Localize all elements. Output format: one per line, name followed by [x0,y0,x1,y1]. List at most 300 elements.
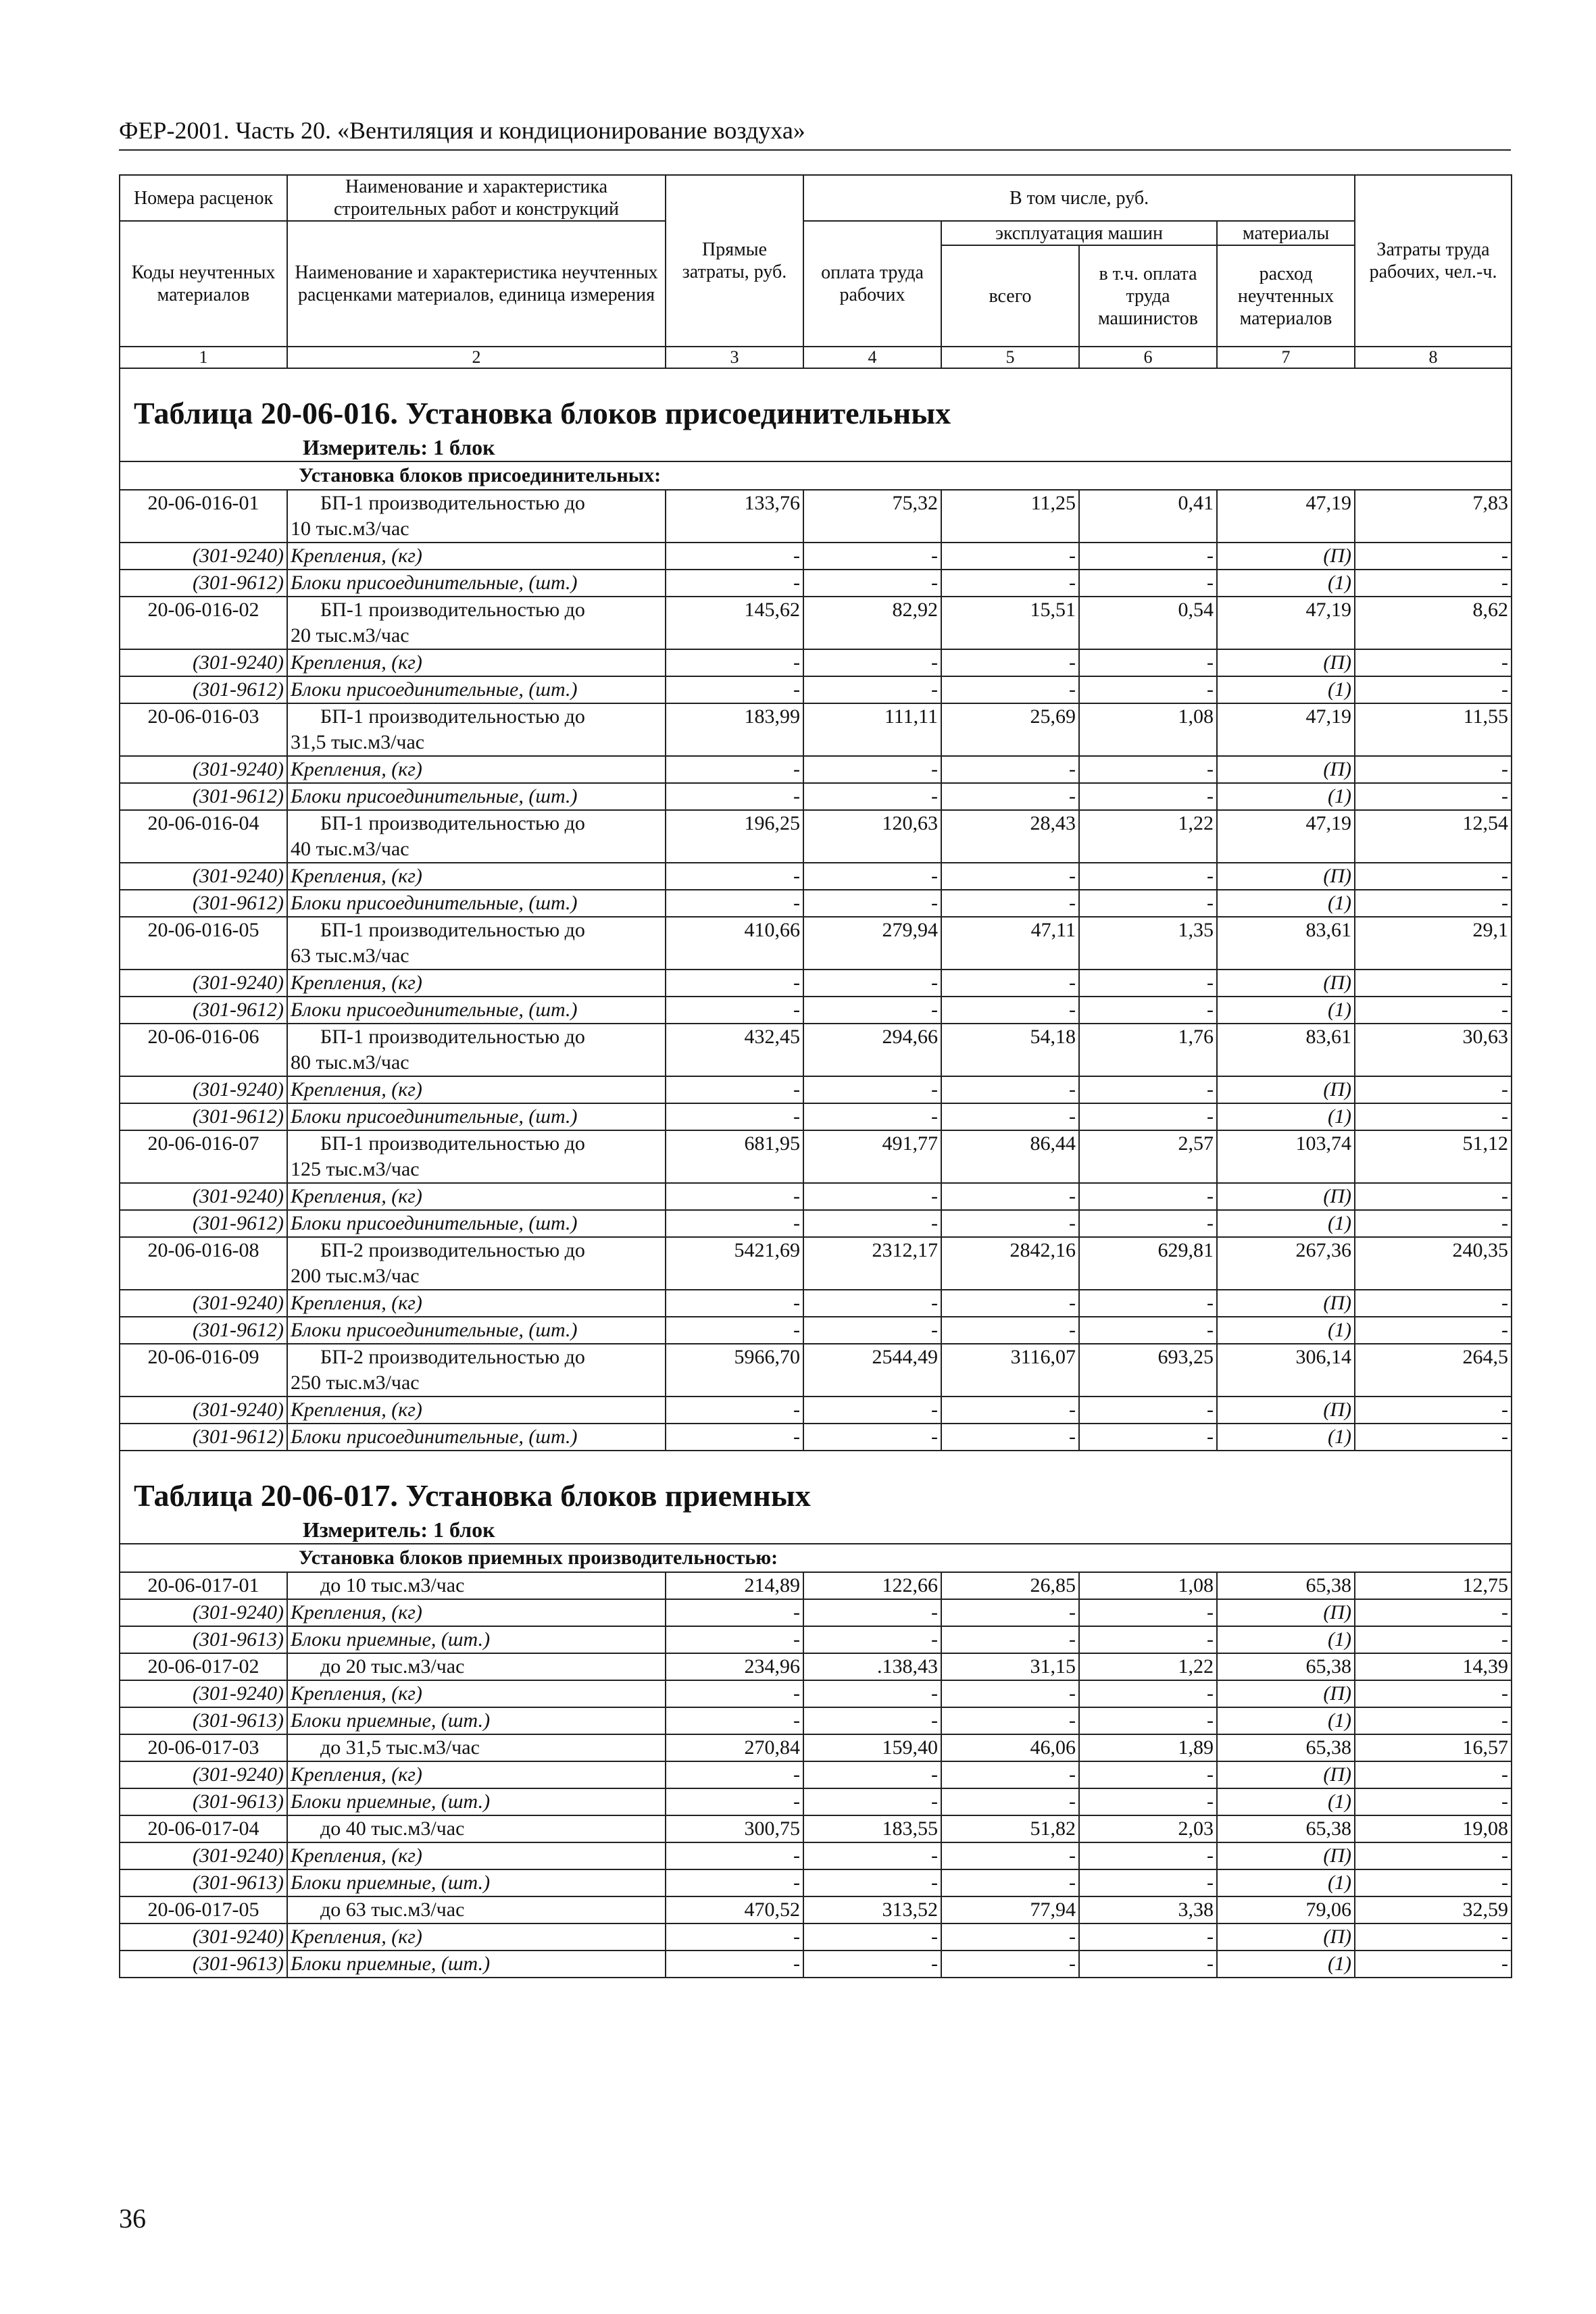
section-title: Таблица 20-06-017. Установка блоков приемных [120,1451,1512,1516]
rate-name [287,1237,666,1290]
rate-name [287,597,666,649]
material-code: (301-9612) [120,997,287,1024]
column-number: 3 [666,347,803,368]
material-code: (301-9240) [120,1680,287,1707]
value-c7: (П) [1217,756,1355,783]
material-name: Крепления, (кг) [287,1599,666,1626]
value-c7: (1) [1217,1424,1355,1451]
rate-name [287,1653,666,1680]
rate-name-line1: до 63 тыс.м3/час [320,1898,465,1921]
material-row [120,756,1512,783]
value-c7: 65,38 [1217,1815,1355,1842]
material-row [120,543,1512,570]
material-row [120,1424,1512,1451]
material-row [120,1397,1512,1424]
value-c4: 491,77 [803,1130,941,1183]
material-row [120,997,1512,1024]
rate-code: 20-06-016-04 [120,810,287,863]
value-c5: 28,43 [941,810,1079,863]
value-c3: - [666,1626,803,1653]
value-c3: - [666,1103,803,1130]
value-c3: - [666,890,803,917]
rate-name-line2: 40 тыс.м3/час [291,838,409,860]
value-c7: (1) [1217,1951,1355,1978]
value-c3: - [666,1424,803,1451]
value-c8: 12,54 [1355,810,1512,863]
table-row [120,1237,1512,1290]
material-name: Блоки приемные, (шт.) [287,1626,666,1653]
value-c7: (П) [1217,1076,1355,1103]
rate-name-line2: 80 тыс.м3/час [291,1051,409,1074]
value-c7: 65,38 [1217,1734,1355,1761]
value-c5: - [941,1869,1079,1896]
rate-name [287,490,666,543]
material-name: Блоки присоединительные, (шт.) [287,1210,666,1237]
material-code: (301-9613) [120,1788,287,1815]
material-name: Блоки приемные, (шт.) [287,1707,666,1734]
material-name: Крепления, (кг) [287,1183,666,1210]
material-code: (301-9240) [120,543,287,570]
rate-code: 20-06-016-03 [120,703,287,756]
value-c4: 82,92 [803,597,941,649]
value-c6: - [1079,1707,1217,1734]
value-c8: - [1355,970,1512,997]
value-c5: 3116,07 [941,1344,1079,1397]
value-c7: (П) [1217,1290,1355,1317]
value-c4: 122,66 [803,1572,941,1599]
rate-code: 20-06-016-05 [120,917,287,970]
value-c5: - [941,890,1079,917]
value-c5: - [941,1103,1079,1130]
material-name: Блоки присоединительные, (шт.) [287,890,666,917]
material-row [120,1842,1512,1869]
value-c3: 410,66 [666,917,803,970]
value-c8: - [1355,1788,1512,1815]
material-row [120,1317,1512,1344]
value-c8: - [1355,649,1512,676]
value-c8: 16,57 [1355,1734,1512,1761]
material-name: Блоки приемные, (шт.) [287,1951,666,1978]
rate-name-line2: 20 тыс.м3/час [291,624,409,647]
value-c4: - [803,970,941,997]
value-c4: - [803,1397,941,1424]
value-c6: - [1079,1397,1217,1424]
value-c4: - [803,1869,941,1896]
value-c7: (1) [1217,783,1355,810]
col2-header-bottom: Наименование и характеристика неучтенных расценками материалов, единица измерения [287,221,666,347]
value-c7: (П) [1217,649,1355,676]
value-c3: - [666,1317,803,1344]
value-c4: 2544,49 [803,1344,941,1397]
value-c8: - [1355,1317,1512,1344]
value-c4: - [803,1290,941,1317]
value-c7: 65,38 [1217,1653,1355,1680]
material-row [120,1923,1512,1951]
table-row [120,1024,1512,1076]
value-c5: - [941,1183,1079,1210]
material-row [120,649,1512,676]
value-c5: - [941,649,1079,676]
value-c3: - [666,1290,803,1317]
section-title: Таблица 20-06-016. Установка блоков присоединительных [120,368,1512,434]
value-c5: - [941,783,1079,810]
value-c7: (П) [1217,1599,1355,1626]
value-c6: - [1079,1923,1217,1951]
table-row [120,810,1512,863]
value-c4: 294,66 [803,1024,941,1076]
value-c8: 30,63 [1355,1024,1512,1076]
value-c6: - [1079,1599,1217,1626]
value-c5: - [941,570,1079,597]
value-c6: 3,38 [1079,1896,1217,1923]
rate-name [287,1024,666,1076]
rate-name-line1: БП-2 производительностью до [320,1239,585,1261]
value-c3: - [666,676,803,703]
material-code: (301-9612) [120,1424,287,1451]
value-c3: 234,96 [666,1653,803,1680]
col6-header: в т.ч. оплата труда машинистов [1079,245,1217,347]
material-name: Блоки присоединительные, (шт.) [287,570,666,597]
material-name: Крепления, (кг) [287,863,666,890]
value-c3: 214,89 [666,1572,803,1599]
rate-name-line1: БП-1 производительностью до [320,919,585,941]
value-c6: - [1079,1788,1217,1815]
value-c5: - [941,676,1079,703]
value-c7: (П) [1217,970,1355,997]
value-c3: - [666,1076,803,1103]
rate-name [287,1896,666,1923]
value-c8: - [1355,1424,1512,1451]
value-c6: - [1079,997,1217,1024]
material-name: Крепления, (кг) [287,1923,666,1951]
value-c6: - [1079,1076,1217,1103]
material-code: (301-9240) [120,1183,287,1210]
value-c7: 47,19 [1217,490,1355,543]
material-row [120,1210,1512,1237]
rate-code: 20-06-017-05 [120,1896,287,1923]
value-c5: - [941,1397,1079,1424]
value-c3: 183,99 [666,703,803,756]
material-code: (301-9612) [120,1317,287,1344]
column-number: 1 [120,347,287,368]
value-c5: - [941,1923,1079,1951]
value-c4: 2312,17 [803,1237,941,1290]
rate-code: 20-06-016-09 [120,1344,287,1397]
material-row [120,1869,1512,1896]
rate-name-line1: БП-1 производительностью до [320,599,585,621]
value-c4: - [803,997,941,1024]
rate-name [287,810,666,863]
value-c7: (П) [1217,1183,1355,1210]
value-c5: 31,15 [941,1653,1079,1680]
rate-name-line2: 250 тыс.м3/час [291,1372,420,1394]
value-c3: - [666,1761,803,1788]
rate-name-line1: БП-1 производительностью до [320,812,585,834]
value-c6: 693,25 [1079,1344,1217,1397]
value-c8: 19,08 [1355,1815,1512,1842]
value-c8: - [1355,997,1512,1024]
value-c4: - [803,783,941,810]
col2-header-top: Наименование и характеристика строительных работ и конструкций [287,175,666,221]
value-c5: - [941,863,1079,890]
rate-name-line1: до 10 тыс.м3/час [320,1574,465,1596]
value-c3: - [666,1707,803,1734]
value-c3: - [666,756,803,783]
column-number: 8 [1355,347,1512,368]
material-name: Крепления, (кг) [287,649,666,676]
value-c5: 47,11 [941,917,1079,970]
material-code: (301-9240) [120,1923,287,1951]
rate-name-line2: 63 тыс.м3/час [291,945,409,967]
material-row [120,970,1512,997]
material-code: (301-9612) [120,1210,287,1237]
material-code: (301-9240) [120,649,287,676]
value-c7: 65,38 [1217,1572,1355,1599]
column-number: 2 [287,347,666,368]
value-c6: 2,57 [1079,1130,1217,1183]
value-c6: - [1079,1317,1217,1344]
col1-header-bottom: Коды неучтенных материалов [120,221,287,347]
material-code: (301-9613) [120,1869,287,1896]
value-c5: - [941,1317,1079,1344]
value-c4: - [803,1424,941,1451]
value-c5: 77,94 [941,1896,1079,1923]
material-code: (301-9612) [120,1103,287,1130]
value-c6: - [1079,1290,1217,1317]
table-row [120,490,1512,543]
value-c7: 79,06 [1217,1896,1355,1923]
value-c8: 7,83 [1355,490,1512,543]
material-name: Блоки присоединительные, (шт.) [287,676,666,703]
table-row [120,1734,1512,1761]
value-c7: 306,14 [1217,1344,1355,1397]
value-c8: 29,1 [1355,917,1512,970]
value-c3: - [666,649,803,676]
value-c4: - [803,676,941,703]
value-c6: - [1079,970,1217,997]
value-c8: - [1355,863,1512,890]
value-c4: 313,52 [803,1896,941,1923]
value-c6: - [1079,1210,1217,1237]
material-row [120,1951,1512,1978]
material-row [120,863,1512,890]
value-c4: - [803,1210,941,1237]
material-row [120,1183,1512,1210]
value-c8: 14,39 [1355,1653,1512,1680]
material-code: (301-9613) [120,1626,287,1653]
value-c6: - [1079,783,1217,810]
value-c3: - [666,1788,803,1815]
col1-header-top: Номера расценок [120,175,287,221]
measure-unit: Измеритель: 1 блок [120,434,1512,461]
material-name: Крепления, (кг) [287,1076,666,1103]
value-c7: (П) [1217,1923,1355,1951]
group-title: Установка блоков приемных производительностью: [120,1544,1512,1572]
material-name: Крепления, (кг) [287,756,666,783]
materials-header: материалы [1217,221,1355,245]
value-c4: 159,40 [803,1734,941,1761]
value-c6: - [1079,1103,1217,1130]
value-c5: 26,85 [941,1572,1079,1599]
material-name: Крепления, (кг) [287,1761,666,1788]
machines-header: эксплуатация машин [941,221,1217,245]
value-c8: - [1355,1210,1512,1237]
material-name: Крепления, (кг) [287,1397,666,1424]
value-c4: - [803,756,941,783]
value-c7: (1) [1217,997,1355,1024]
value-c6: 1,08 [1079,1572,1217,1599]
value-c7: 83,61 [1217,917,1355,970]
value-c8: - [1355,1183,1512,1210]
value-c3: - [666,997,803,1024]
value-c8: - [1355,543,1512,570]
col3-header: Прямые затраты, руб. [666,175,803,347]
value-c5: - [941,1951,1079,1978]
value-c8: - [1355,1103,1512,1130]
value-c4: - [803,1842,941,1869]
rate-name [287,1815,666,1842]
material-code: (301-9612) [120,676,287,703]
rate-name-line2: 31,5 тыс.м3/час [291,731,425,753]
value-c3: 145,62 [666,597,803,649]
material-code: (301-9240) [120,863,287,890]
value-c8: - [1355,570,1512,597]
rate-name-line1: БП-1 производительностью до [320,1026,585,1048]
value-c6: - [1079,649,1217,676]
value-c5: - [941,1626,1079,1653]
value-c4: 183,55 [803,1815,941,1842]
material-row [120,1680,1512,1707]
material-name: Крепления, (кг) [287,1680,666,1707]
rate-code: 20-06-017-03 [120,1734,287,1761]
value-c7: 47,19 [1217,703,1355,756]
value-c5: - [941,970,1079,997]
value-c6: - [1079,676,1217,703]
value-c8: - [1355,1076,1512,1103]
value-c3: - [666,1951,803,1978]
rate-code: 20-06-016-08 [120,1237,287,1290]
rate-code: 20-06-017-01 [120,1572,287,1599]
value-c8: - [1355,1869,1512,1896]
value-c3: 133,76 [666,490,803,543]
value-c7: (1) [1217,676,1355,703]
rate-code: 20-06-017-04 [120,1815,287,1842]
value-c3: 470,52 [666,1896,803,1923]
value-c8: 240,35 [1355,1237,1512,1290]
col7-header: расход неучтенных материалов [1217,245,1355,347]
group-title: Установка блоков присоединительных: [120,461,1512,490]
value-c4: - [803,1680,941,1707]
value-c4: - [803,890,941,917]
value-c6: 0,54 [1079,597,1217,649]
material-row [120,1103,1512,1130]
value-c7: (П) [1217,863,1355,890]
rates-table [119,174,1512,1978]
material-name: Блоки присоединительные, (шт.) [287,1424,666,1451]
value-c8: 8,62 [1355,597,1512,649]
value-c8: - [1355,1290,1512,1317]
table-row [120,597,1512,649]
value-c8: - [1355,1842,1512,1869]
rate-code: 20-06-016-07 [120,1130,287,1183]
value-c5: 25,69 [941,703,1079,756]
col5-header: всего [941,245,1079,347]
col8-header: Затраты труда рабочих, чел.-ч. [1355,175,1512,347]
value-c7: 47,19 [1217,810,1355,863]
value-c3: - [666,1397,803,1424]
rate-name-line1: БП-1 производительностью до [320,492,585,514]
material-code: (301-9240) [120,1842,287,1869]
value-c4: - [803,1103,941,1130]
material-row [120,890,1512,917]
value-c8: 32,59 [1355,1896,1512,1923]
value-c5: - [941,1707,1079,1734]
value-c7: (1) [1217,890,1355,917]
rate-name-line2: 10 тыс.м3/час [291,518,409,540]
material-code: (301-9240) [120,1076,287,1103]
material-code: (301-9240) [120,1290,287,1317]
measure-unit: Измеритель: 1 блок [120,1516,1512,1544]
value-c5: 2842,16 [941,1237,1079,1290]
value-c7: (1) [1217,1788,1355,1815]
value-c5: - [941,1599,1079,1626]
value-c5: - [941,997,1079,1024]
value-c3: - [666,1869,803,1896]
value-c8: 11,55 [1355,703,1512,756]
material-row [120,1707,1512,1734]
value-c3: - [666,543,803,570]
value-c8: - [1355,1707,1512,1734]
rate-name [287,703,666,756]
value-c4: - [803,1183,941,1210]
value-c7: 83,61 [1217,1024,1355,1076]
value-c5: - [941,1680,1079,1707]
value-c6: - [1079,1869,1217,1896]
value-c7: (1) [1217,1210,1355,1237]
value-c7: (1) [1217,570,1355,597]
value-c3: 681,95 [666,1130,803,1183]
value-c6: 0,41 [1079,490,1217,543]
column-number: 4 [803,347,941,368]
value-c4: - [803,1707,941,1734]
value-c7: (1) [1217,1626,1355,1653]
material-row [120,1599,1512,1626]
value-c7: (П) [1217,543,1355,570]
value-c8: 264,5 [1355,1344,1512,1397]
value-c7: (1) [1217,1869,1355,1896]
rate-name-line1: до 20 тыс.м3/час [320,1655,465,1678]
material-name: Блоки приемные, (шт.) [287,1869,666,1896]
value-c4: - [803,1788,941,1815]
value-c8: - [1355,890,1512,917]
value-c8: - [1355,756,1512,783]
material-row [120,1761,1512,1788]
material-name: Блоки присоединительные, (шт.) [287,783,666,810]
value-c6: 1,89 [1079,1734,1217,1761]
value-c6: 2,03 [1079,1815,1217,1842]
value-c7: (1) [1217,1317,1355,1344]
value-c5: - [941,1290,1079,1317]
value-c4: 279,94 [803,917,941,970]
table-row [120,1653,1512,1680]
value-c3: 300,75 [666,1815,803,1842]
material-row [120,783,1512,810]
value-c3: - [666,1210,803,1237]
value-c5: 51,82 [941,1815,1079,1842]
material-code: (301-9240) [120,1599,287,1626]
value-c3: - [666,1183,803,1210]
value-c6: 1,22 [1079,810,1217,863]
